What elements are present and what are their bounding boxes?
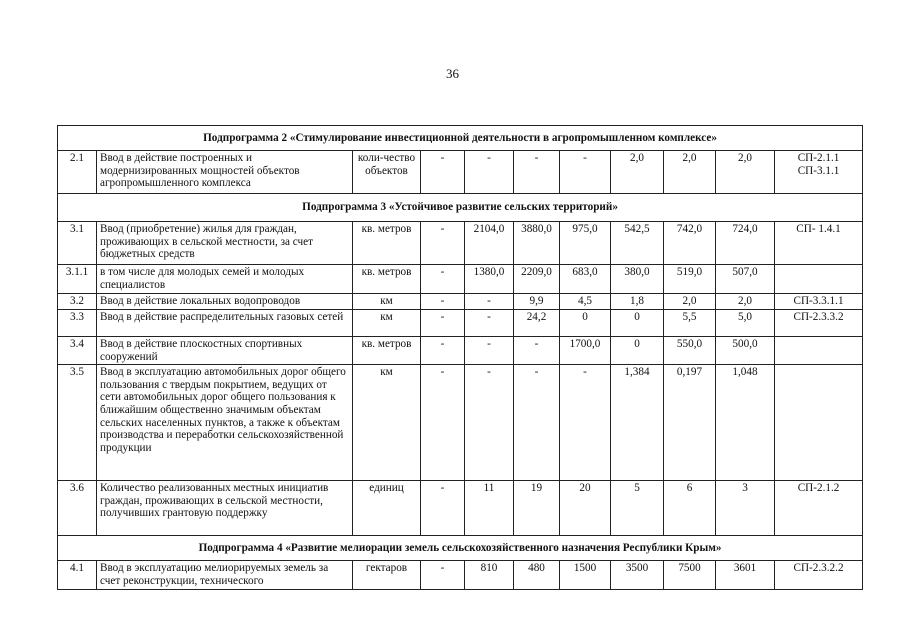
- unit-cell: км: [353, 310, 421, 337]
- row-number: 3.2: [58, 294, 97, 310]
- program-code: [775, 265, 863, 294]
- value-cell: -: [514, 337, 560, 365]
- value-cell: -: [421, 151, 465, 194]
- value-cell: 5,5: [664, 310, 716, 337]
- value-cell: 1,8: [611, 294, 664, 310]
- value-cell: 2,0: [611, 151, 664, 194]
- unit-cell: кв. метров: [353, 222, 421, 265]
- indicator-name: Ввод в действие локальных водопроводов: [97, 294, 353, 310]
- value-cell: 500,0: [716, 337, 775, 365]
- value-cell: 480: [514, 561, 560, 590]
- unit-cell: км: [353, 365, 421, 481]
- value-cell: -: [514, 151, 560, 194]
- value-cell: 2209,0: [514, 265, 560, 294]
- indicator-name: Ввод в действие плоскостных спортивных сооружений: [97, 337, 353, 365]
- value-cell: 6: [664, 481, 716, 536]
- value-cell: -: [514, 365, 560, 481]
- value-cell: 724,0: [716, 222, 775, 265]
- indicator-name: Количество реализованных местных инициатив граждан, проживающих в сельской местности, получивших грантовую поддержку: [97, 481, 353, 536]
- value-cell: 20: [560, 481, 611, 536]
- program-code: СП-2.1.2: [775, 481, 863, 536]
- program-code: СП- 1.4.1: [775, 222, 863, 265]
- unit-cell: коли-чество объектов: [353, 151, 421, 194]
- value-cell: 550,0: [664, 337, 716, 365]
- section-header-subprogram-2: [58, 126, 863, 151]
- table-row: [58, 310, 863, 337]
- unit-cell: км: [353, 294, 421, 310]
- table-row: [58, 481, 863, 536]
- row-number: 2.1: [58, 151, 97, 194]
- unit-cell: кв. метров: [353, 265, 421, 294]
- value-cell: 542,5: [611, 222, 664, 265]
- value-cell: 7500: [664, 561, 716, 590]
- section-header-subprogram-4: [58, 536, 863, 561]
- table-row: [58, 294, 863, 310]
- value-cell: -: [421, 481, 465, 536]
- table-row: [58, 561, 863, 590]
- value-cell: 3500: [611, 561, 664, 590]
- value-cell: 1500: [560, 561, 611, 590]
- value-cell: -: [465, 151, 514, 194]
- indicator-name: Ввод в действие распределительных газовых сетей: [97, 310, 353, 337]
- row-number: 3.6: [58, 481, 97, 536]
- value-cell: 5,0: [716, 310, 775, 337]
- value-cell: 0: [611, 337, 664, 365]
- indicators-table: [57, 125, 863, 590]
- value-cell: 0: [611, 310, 664, 337]
- value-cell: 1380,0: [465, 265, 514, 294]
- value-cell: 2104,0: [465, 222, 514, 265]
- value-cell: 507,0: [716, 265, 775, 294]
- value-cell: -: [560, 365, 611, 481]
- value-cell: 519,0: [664, 265, 716, 294]
- program-code: [775, 337, 863, 365]
- section-header-subprogram-3: [58, 194, 863, 222]
- row-number: 3.1.1: [58, 265, 97, 294]
- value-cell: 9,9: [514, 294, 560, 310]
- indicator-name: Ввод (приобретение) жилья для граждан, проживающих в сельской местности, за счет бюджетных средств: [97, 222, 353, 265]
- value-cell: 24,2: [514, 310, 560, 337]
- value-cell: 2,0: [664, 294, 716, 310]
- section-title: Подпрограмма 2 «Стимулирование инвестиционной деятельности в агропромышленном комплексе»: [58, 126, 863, 151]
- value-cell: 742,0: [664, 222, 716, 265]
- value-cell: -: [421, 365, 465, 481]
- value-cell: 0: [560, 310, 611, 337]
- page-number: 36: [446, 66, 459, 81]
- value-cell: 975,0: [560, 222, 611, 265]
- value-cell: 380,0: [611, 265, 664, 294]
- value-cell: 19: [514, 481, 560, 536]
- indicator-name: Ввод в действие построенных и модернизированных мощностей объектов агропромышленного комплекса: [97, 151, 353, 194]
- row-number: 3.5: [58, 365, 97, 481]
- table-row: [58, 151, 863, 194]
- value-cell: 0,197: [664, 365, 716, 481]
- value-cell: 3601: [716, 561, 775, 590]
- value-cell: -: [465, 365, 514, 481]
- value-cell: 3880,0: [514, 222, 560, 265]
- value-cell: 2,0: [716, 294, 775, 310]
- section-title: Подпрограмма 3 «Устойчивое развитие сельских территорий»: [58, 194, 863, 222]
- value-cell: 2,0: [664, 151, 716, 194]
- row-number: 3.4: [58, 337, 97, 365]
- value-cell: -: [421, 561, 465, 590]
- table-row: [58, 365, 863, 481]
- value-cell: 1,384: [611, 365, 664, 481]
- value-cell: 2,0: [716, 151, 775, 194]
- program-code: СП-2.3.2.2: [775, 561, 863, 590]
- table-row: [58, 265, 863, 294]
- value-cell: 4,5: [560, 294, 611, 310]
- row-number: 4.1: [58, 561, 97, 590]
- value-cell: -: [465, 310, 514, 337]
- value-cell: -: [465, 294, 514, 310]
- value-cell: 5: [611, 481, 664, 536]
- value-cell: 1700,0: [560, 337, 611, 365]
- value-cell: -: [465, 337, 514, 365]
- indicator-name: Ввод в эксплуатацию автомобильных дорог общего пользования с твердым покрытием, ведущих от сети автомобильных дорог общего пользования к ближайшим общественно значимым объектам сельских населенных пунктов, а также к объектам производства и переработки сельскохозяйственной продукции: [97, 365, 353, 481]
- row-number: 3.3: [58, 310, 97, 337]
- value-cell: 11: [465, 481, 514, 536]
- value-cell: -: [421, 294, 465, 310]
- program-code: [775, 365, 863, 481]
- unit-cell: гектаров: [353, 561, 421, 590]
- indicator-name: в том числе для молодых семей и молодых специалистов: [97, 265, 353, 294]
- indicator-name: Ввод в эксплуатацию мелиорируемых земель за счет реконструкции, технического: [97, 561, 353, 590]
- unit-cell: единиц: [353, 481, 421, 536]
- table-row: [58, 337, 863, 365]
- program-code: СП-2.3.3.2: [775, 310, 863, 337]
- value-cell: -: [421, 265, 465, 294]
- value-cell: -: [421, 337, 465, 365]
- section-title: Подпрограмма 4 «Развитие мелиорации земель сельскохозяйственного назначения Республики Крым»: [58, 536, 863, 561]
- value-cell: -: [421, 310, 465, 337]
- unit-cell: кв. метров: [353, 337, 421, 365]
- row-number: 3.1: [58, 222, 97, 265]
- program-code: СП-3.3.1.1: [775, 294, 863, 310]
- table-row: [58, 222, 863, 265]
- value-cell: 3: [716, 481, 775, 536]
- value-cell: -: [560, 151, 611, 194]
- value-cell: 1,048: [716, 365, 775, 481]
- program-code: СП-2.1.1 СП-3.1.1: [775, 151, 863, 194]
- value-cell: 810: [465, 561, 514, 590]
- value-cell: 683,0: [560, 265, 611, 294]
- value-cell: -: [421, 222, 465, 265]
